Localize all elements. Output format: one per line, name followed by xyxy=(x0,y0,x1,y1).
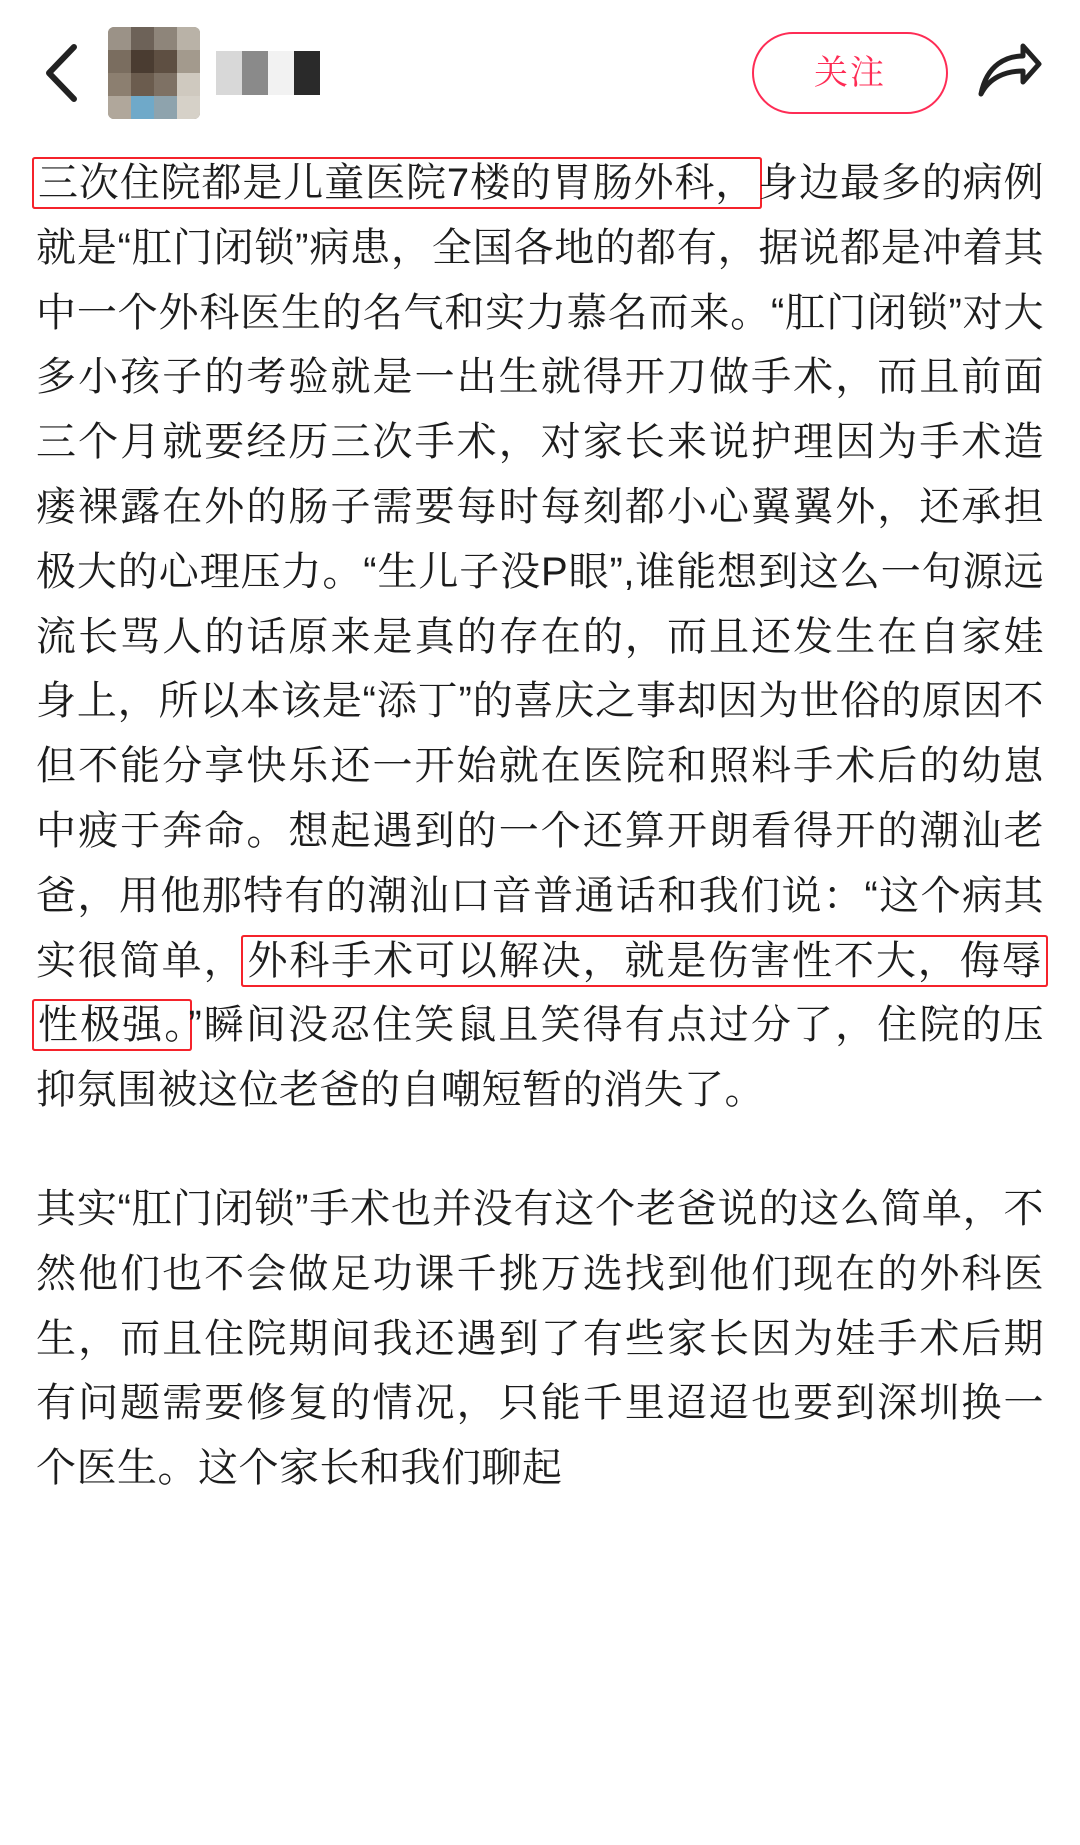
follow-button[interactable]: 关注 xyxy=(752,32,948,114)
back-button[interactable] xyxy=(34,45,90,101)
name-pixel xyxy=(294,51,320,95)
article-body xyxy=(0,145,1080,1501)
avatar[interactable] xyxy=(108,27,200,119)
avatar-pixel xyxy=(108,96,131,119)
paragraph-2: 其实“肛门闭锁”手术也并没有这个老爸说的这么简单，不然他们也不会做足功课千挑万选找到他们现在的外科医生，而且住院期间我还遇到了有些家长因为娃手术后期有问题需要修复的情况，只能千里迢迢也要到深圳换一个医生。这个家长和我们聊起 xyxy=(36,1186,1044,1491)
avatar-pixel xyxy=(108,73,131,96)
share-arrow-icon xyxy=(977,42,1043,104)
avatar-pixel xyxy=(177,27,200,50)
avatar-pixel xyxy=(154,73,177,96)
avatar-pixel xyxy=(108,27,131,50)
paragraph-1 xyxy=(36,151,1044,1123)
avatar-pixel xyxy=(108,50,131,73)
top-header xyxy=(0,0,1080,145)
highlight-quote: 外科手术可以解决，就是伤害性不大，侮辱性极强。 xyxy=(34,937,1046,1050)
share-button[interactable] xyxy=(974,37,1046,109)
name-pixel xyxy=(268,51,294,95)
avatar-pixel xyxy=(154,27,177,50)
highlight-hospital: 三次住院都是儿童医院7楼的胃肠外科， xyxy=(34,159,760,207)
avatar-pixel xyxy=(131,96,154,119)
author-block[interactable] xyxy=(108,27,752,119)
avatar-pixel xyxy=(177,96,200,119)
name-pixel xyxy=(242,51,268,95)
avatar-pixel xyxy=(177,73,200,96)
avatar-pixel xyxy=(154,96,177,119)
author-name xyxy=(216,51,336,95)
paragraph-1-text-b: ”瞬间没忍住笑鼠且笑得有点过分了，住院的压抑氛围被这位老爸的自嘲短暂的消失了。 xyxy=(36,1003,1045,1113)
avatar-pixel xyxy=(177,50,200,73)
name-pixel xyxy=(216,51,242,95)
paragraph-1-text-a: 身边最多的病例就是“肛门闭锁”病患，全国各地的都有，据说都是冲着其中一个外科医生的名气和实力慕名而来。“肛门闭锁”对大多小孩子的考验就是一出生就得开刀做手术，而且前面三个月就要经历三次手术，对家长来说护理因为手术造瘘裸露在外的肠子需要每时每刻都小心翼翼外，还承担极大的心理压力。“生儿子没P眼”,谁能想到这么一句源远流长骂人的话原来是真的存在的，而且还发生在自家娃身上，所以本该是“添丁”的喜庆之事却因为世俗的原因不但不能分享快乐还一开始就在医院和照料手术后的幼崽中疲于奔命。想起遇到的一个还算开朗看得开的潮汕老爸，用他那特有的潮汕口音普通话和我们说：“这个病其实很简单， xyxy=(36,161,1044,983)
avatar-pixel xyxy=(131,27,154,50)
avatar-pixel xyxy=(154,50,177,73)
avatar-pixel xyxy=(131,73,154,96)
chevron-left-icon xyxy=(42,42,82,104)
avatar-pixel xyxy=(131,50,154,73)
